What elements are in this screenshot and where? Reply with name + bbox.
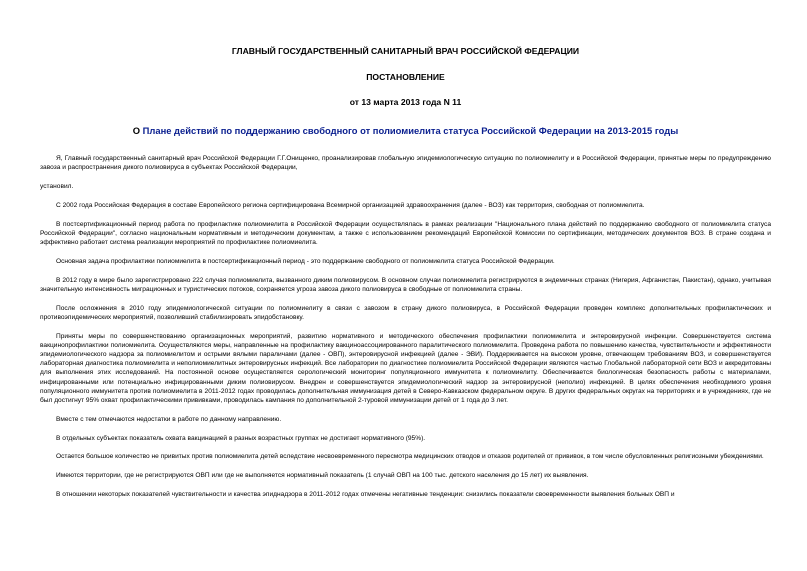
paragraph: В отношении некоторых показателей чувствительности и качества эпиднадзора в 2011-2012 годах отмечены негативные тенденции: снизились показатели своевременности выявления больных ОВП и xyxy=(56,491,675,498)
paragraph: Основная задача профилактики полиомиелита в постсертификационный период - это поддержание свободного от полиомиелита статуса Российской Федерации. xyxy=(56,257,555,265)
paragraph: Вместе с тем отмечаются недостатки в работе по данному направлению. xyxy=(56,415,282,423)
document-date-number: от 13 марта 2013 года N 11 xyxy=(349,97,462,107)
title-link[interactable]: Плане действий по поддержанию свободного от полиомиелита статуса Российской Федерации на 2013-2015 годы xyxy=(142,125,679,136)
paragraph: В 2012 году в мире было зарегистрировано 222 случая полиомиелита, вызванного диким полиовирусом. В основном случаи полиомиелита регистрируются в эндемичных странах (Нигерия, Афганистан, Пакистан), однако, учитывая значительную интенсивность миграционных и туристических потоков, сохраняется угроза завоза дикого полиовируса в свободные от полиомиелита страны. xyxy=(40,276,771,293)
title-prefix: О xyxy=(132,125,143,136)
document-body xyxy=(40,154,771,499)
paragraph: Остается большое количество не привитых против полиомиелита детей вследствие несвоевременного пересмотра медицинских отводов и отказов родителей от прививок, в том числе обусловленных религиозными убеждениями. xyxy=(56,453,764,461)
paragraph: После осложнения в 2010 году эпидемиологической ситуации по полиомиелиту в связи с завозом в страну дикого полиовируса, в Российской Федерации проведен комплекс дополнительных профилактических и противоэпидемических мероприятий, позволивший стабилизировать эпидобстановку. xyxy=(40,304,771,321)
paragraph: В постсертификационный период работа по профилактике полиомиелита в Российской Федерации осуществлялась в рамках реализации "Национального плана действий по поддержанию свободного от полиомиелита статуса Российской Федерации", согласно национальным нормативным и методическим документам, а также с использованием рекомендаций Европейской Комиссии по сертификации, методических документов ВОЗ. В стране создана и эффективно работает система реализации мероприятий по профилактике полиомиелита. xyxy=(40,220,771,246)
paragraph: Приняты меры по совершенствованию организационных мероприятий, развитию нормативного и методического обеспечения профилактики полиомиелита и энтеровирусной инфекции. Совершенствуется система вакцинопрофилактики полиомиелита. Осуществляются меры, направленные на профилактику вакциноассоциированного паралитического полиомиелита. Проведена работа по повышению качества, чувствительности и эффективности эпидемиологического надзора за полиомиелитом и острыми вялыми параличами (далее - ОВП), энтеровирусной инфекцией (далее - ЭВИ). Поддерживается на высоком уровне, отвечающем требованиям ВОЗ, и совершенствуется лабораторная диагностика полиомиелита и неполиомиелитных энтеровирусных инфекций. Все лаборатории по диагностике полиомиелита Российской Федерации являются частью Глобальной лабораторной сети ВОЗ и аккредитованы для выполнения этих исследований. На постоянной основе осуществляется серологический мониторинг популяционного иммунитета к полиомиелиту. Обеспечивается биологическая безопасность работы с материалами, инфицированными или потенциально инфицированными диким полиовирусом. Внедрен и совершенствуется эпидемиологический надзор за энтеровирусной (неполио) инфекцией. В целях обеспечения необходимого уровня популяционного иммунитета против полиомиелита в 2011-2012 годах проводилась дополнительная иммунизация детей в Северо-Кавказском федеральном округе. В других федеральных округах на территориях и в учреждениях, где не был достигнут 95% охват профилактическими прививками, проводилась кампания по дополнительной 2-туровой иммунизации детей от 1 года до 3 лет. xyxy=(40,332,771,405)
document-type: ПОСТАНОВЛЕНИЕ xyxy=(366,72,445,82)
paragraph: Имеются территории, где не регистрируются ОВП или где не выполняется нормативный показатель (1 случай ОВП на 100 тыс. детского населения до 15 лет) их выявления. xyxy=(56,472,589,480)
paragraph: В отдельных субъектах показатель охвата вакцинацией в разных возрастных группах не достигает нормативного (95%). xyxy=(56,434,426,442)
paragraph: С 2002 года Российская Федерация в составе Европейского региона сертифицирована Всемирной организацией здравоохранения (далее - ВОЗ) как территория, свободная от полиомиелита. xyxy=(56,201,645,209)
paragraph: Я, Главный государственный санитарный врач Российской Федерации Г.Г.Онищенко, проанализировав глобальную эпидемиологическую ситуацию по полиомиелиту и в Российской Федерации, принятые меры по предупреждению завоза и распространения дикого полиовируса в субъектах Российской Федерации, xyxy=(40,155,771,172)
document-title xyxy=(40,125,771,136)
issuing-authority: ГЛАВНЫЙ ГОСУДАРСТВЕННЫЙ САНИТАРНЫЙ ВРАЧ РОССИЙСКОЙ ФЕДЕРАЦИИ xyxy=(231,46,580,56)
paragraph: установил. xyxy=(40,183,74,190)
